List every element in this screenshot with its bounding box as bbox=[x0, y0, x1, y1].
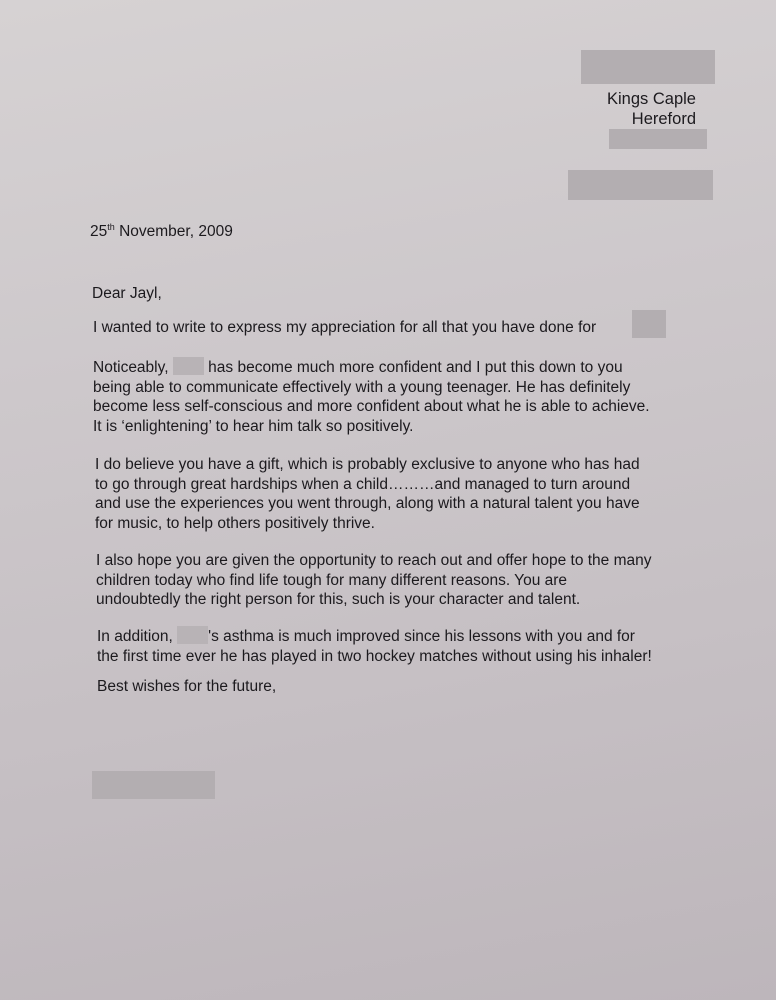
redacted-name-2 bbox=[173, 357, 204, 375]
paragraph-5 bbox=[97, 626, 652, 666]
paragraph-2-line-1a: Noticeably, bbox=[93, 359, 173, 376]
paragraph-2-line-1b: has become much more confident and I put this down to you bbox=[203, 359, 623, 376]
paragraph-5-line-2: the first time ever he has played in two hockey matches without using his inhaler! bbox=[97, 647, 652, 665]
salutation: Dear Jayl, bbox=[92, 285, 162, 302]
paragraph-4 bbox=[96, 551, 652, 610]
paragraph-4-line-3: undoubtedly the right person for this, such is your character and talent. bbox=[96, 591, 581, 608]
paragraph-2-line-2: being able to communicate effectively with a young teenager. He has definitely bbox=[93, 378, 631, 396]
date-day: 25 bbox=[90, 223, 108, 240]
paragraph-5-line-1b: 's asthma is much improved since his lessons with you and for bbox=[208, 628, 635, 645]
paragraph-1-text: I wanted to write to express my appreciation for all that you have done for bbox=[93, 319, 597, 336]
letter-date bbox=[90, 222, 233, 242]
redacted-phone bbox=[568, 170, 713, 200]
paragraph-5-line-1a: In addition, bbox=[97, 628, 178, 645]
address-county: Hereford bbox=[631, 110, 696, 128]
paragraph-2-line-1 bbox=[93, 357, 650, 378]
paragraph-4-line-2: children today who find life tough for many different reasons. You are bbox=[96, 571, 568, 589]
date-suffix: th bbox=[107, 222, 115, 232]
redacted-signature bbox=[92, 771, 215, 799]
redacted-name-1 bbox=[632, 310, 666, 338]
address-town: Kings Caple bbox=[607, 90, 696, 108]
paragraph-5-line-1 bbox=[97, 626, 652, 647]
paragraph-3-line-2: to go through great hardships when a child………and managed to turn around bbox=[95, 475, 631, 493]
redacted-address-line-1 bbox=[581, 50, 715, 84]
redacted-name-3 bbox=[177, 626, 208, 644]
paragraph-2-line-3: become less self-conscious and more confident about what he is able to achieve. bbox=[93, 398, 650, 415]
date-month-year: November, 2009 bbox=[114, 223, 233, 240]
paragraph-4-line-1: I also hope you are given the opportunity to reach out and offer hope to the many bbox=[96, 552, 652, 569]
paragraph-3-line-1: I do believe you have a gift, which is probably exclusive to anyone who has had bbox=[95, 456, 640, 473]
paragraph-3-line-4: for music, to help others positively thrive. bbox=[95, 514, 375, 532]
paragraph-1 bbox=[93, 318, 596, 338]
paragraph-3-line-3: and use the experiences you went through, along with a natural talent you have bbox=[95, 495, 640, 512]
closing: Best wishes for the future, bbox=[97, 678, 277, 695]
redacted-postcode bbox=[609, 129, 707, 149]
paragraph-2 bbox=[93, 357, 650, 436]
paragraph-2-line-4: It is ‘enlightening’ to hear him talk so positively. bbox=[93, 417, 414, 435]
paragraph-3 bbox=[95, 455, 640, 533]
